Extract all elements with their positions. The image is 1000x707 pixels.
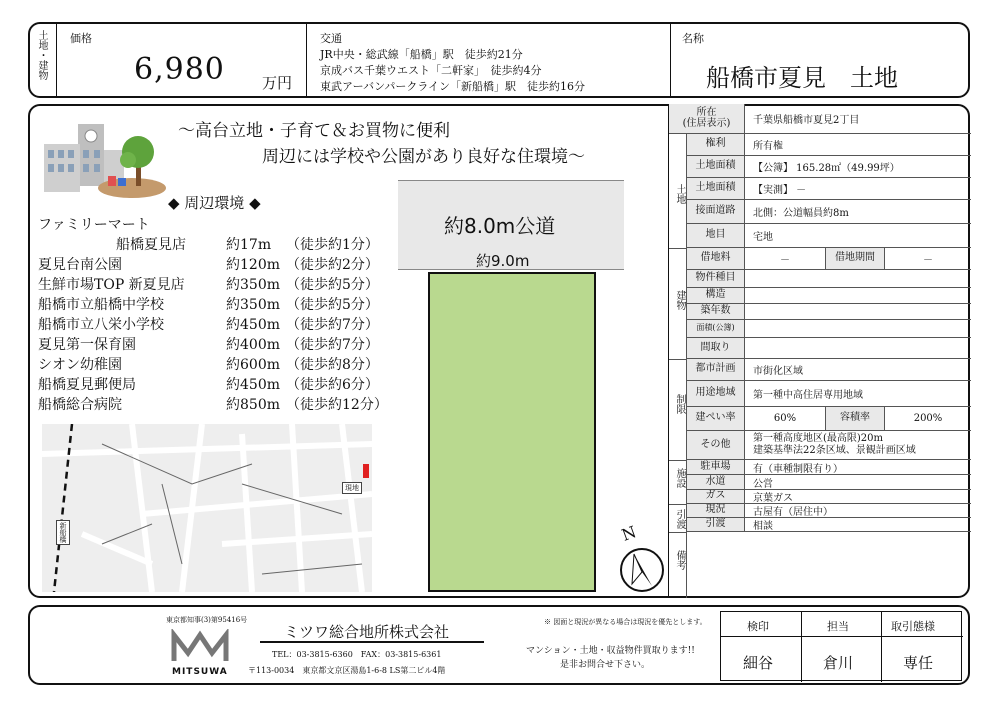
parking-value: 有（車種制限有り）: [753, 463, 843, 475]
stamp-value-check: 細谷: [743, 654, 774, 672]
env-item-1-name: 船橋夏見店: [116, 237, 186, 253]
access-line-3: 東武アーバンパークライン「新船橋」駅 徒歩約16分: [320, 80, 586, 93]
stamp-table: [720, 611, 962, 681]
group-limit-label: 制限: [674, 394, 685, 414]
env-item-3-name: 生鮮市場TOP 新夏見店: [38, 277, 185, 293]
row-area-registered: [687, 156, 971, 178]
disclaimer-note: ※ 図面と現況が異なる場合は現況を優先とします。: [544, 618, 707, 626]
environment-title: ◆ 周辺環境 ◆: [168, 194, 261, 212]
handover-label: 引渡: [687, 518, 745, 531]
env-item-5-dist: 約450m: [226, 317, 280, 333]
rights-label: 権利: [687, 134, 745, 155]
city-plan-value: 市街化区域: [753, 366, 803, 377]
env-item-8-dist: 約450m: [226, 377, 280, 393]
env-item-4-name: 船橋市立船橋中学校: [38, 297, 164, 313]
frontage-label: 約9.0m: [476, 252, 530, 270]
other-label: その他: [687, 431, 745, 459]
area-map-roads: [42, 424, 372, 592]
name-label: 名称: [682, 32, 704, 45]
lease-term-label: 借地期間: [825, 248, 885, 269]
gas-label: ガス: [687, 490, 745, 503]
env-item-2-dist: 約120m: [226, 257, 280, 273]
status-value: 古屋有（居住中）: [753, 507, 833, 518]
env-item-8-walk: （徒歩約6分）: [286, 377, 379, 393]
env-item-2-walk: （徒歩約2分）: [286, 257, 379, 273]
lease-term-value: －: [923, 255, 933, 266]
buying-message-line-2: 是非お問合せ下さい。: [560, 660, 651, 670]
building-layout-label: 間取り: [687, 338, 745, 358]
stamp-label-deal-type: 取引態様: [891, 620, 935, 633]
stamp-value-deal-type: 専任: [903, 654, 934, 672]
company-logo-icon: [170, 629, 230, 665]
row-handover: [687, 518, 971, 532]
coverage-value: 60%: [773, 413, 797, 424]
group-remarks-label: 備考: [674, 550, 685, 570]
env-item-7-name: シオン幼稚園: [38, 357, 122, 373]
building-age-label: 築年数: [687, 304, 745, 319]
row-parking: [687, 460, 971, 475]
row-building-layout: [687, 338, 971, 359]
city-plan-label: 都市計画: [687, 359, 745, 380]
access-line-2: 京成バス千葉ウエスト「二軒家」 徒歩約4分: [320, 64, 542, 77]
license-number: 東京都知事(3)第95416号: [166, 616, 248, 624]
price-value: 6,980: [134, 52, 225, 87]
access-line-1: JR中央・総武線「船橋」駅 徒歩約21分: [320, 48, 523, 61]
row-location: [669, 104, 971, 134]
row-building-type: [687, 270, 971, 288]
company-name: ミツワ総合地所株式会社: [284, 623, 450, 641]
env-item-7-dist: 約600m: [226, 357, 280, 373]
group-handover-label: 引渡: [674, 509, 685, 529]
group-facility-label: 施設: [674, 468, 685, 488]
area-actual-value: 【実測】 －: [753, 185, 807, 196]
area-map: [42, 424, 372, 592]
env-item-5-name: 船橋市立八栄小学校: [38, 317, 164, 333]
lease-fee-label: 借地料: [687, 248, 745, 269]
header-panel: [28, 22, 970, 98]
group-land-label: 土地: [674, 184, 685, 204]
gas-value: 京葉ガス: [753, 493, 793, 504]
price-label: 価格: [70, 32, 92, 45]
env-item-8-name: 船橋夏見郵便局: [38, 377, 136, 393]
property-detail-table: [668, 104, 970, 598]
lease-fee-value: －: [780, 255, 790, 266]
road-label: 接面道路: [687, 200, 745, 223]
road-width-label: 約8.0m公道: [444, 214, 556, 238]
row-building-area: [687, 320, 971, 338]
company-address: 〒113-0034 東京都文京区湯島1-6-8 LS第二ビル4階: [248, 666, 446, 675]
group-building-label: 建物: [674, 290, 685, 310]
area-registered-label: 土地面積: [687, 156, 745, 177]
access-label: 交通: [320, 32, 342, 45]
water-value: 公営: [753, 478, 773, 490]
property-type-label: 土地・建物: [36, 30, 47, 80]
other-value-line-1: 第一種高度地区(最高限)20m: [753, 432, 884, 444]
env-item-1-walk: （徒歩約1分）: [286, 237, 379, 253]
land-category-label: 地目: [687, 224, 745, 247]
env-item-6-walk: （徒歩約7分）: [286, 337, 379, 353]
land-lot: [428, 272, 596, 592]
handover-value: 相談: [753, 521, 773, 532]
env-item-3-dist: 約350m: [226, 277, 280, 293]
price-unit: 万円: [262, 74, 293, 92]
row-coverage: [687, 407, 971, 431]
far-value: 200%: [913, 413, 943, 424]
company-logo-text: MITSUWA: [172, 667, 228, 677]
row-lease: [687, 248, 971, 270]
compass-n-label: N: [619, 522, 639, 545]
zoning-label: 用途地域: [687, 381, 745, 406]
row-zoning: [687, 381, 971, 407]
buying-message-line-1: マンション・土地・収益物件買取ります!!: [526, 646, 695, 656]
building-structure-label: 構造: [687, 288, 745, 303]
env-item-6-dist: 約400m: [226, 337, 280, 353]
row-city-plan: [687, 359, 971, 381]
stamp-label-staff: 担当: [827, 620, 849, 633]
env-item-3-walk: （徒歩約5分）: [286, 277, 379, 293]
row-water: [687, 475, 971, 490]
property-name: 船橋市夏見 土地: [706, 64, 898, 92]
row-area-actual: [687, 178, 971, 200]
road-value: 北側：公道幅員約8m: [753, 208, 849, 219]
row-other-restrictions: [687, 431, 971, 460]
location-value: 千葉県船橋市夏見2丁目: [753, 115, 860, 126]
row-building-age: [687, 304, 971, 320]
stamp-value-staff: 倉川: [823, 654, 854, 672]
map-site-label: 現地: [342, 482, 362, 494]
area-registered-value: 【公簿】 165.28㎡（49.99坪）: [753, 163, 900, 174]
env-item-7-walk: （徒歩約8分）: [286, 357, 379, 373]
area-actual-label: 土地面積: [687, 178, 745, 199]
zoning-value: 第一種中高住居専用地域: [753, 390, 863, 401]
building-area-label: 面積(公簿): [687, 320, 745, 337]
env-item-9-walk: （徒歩約12分）: [286, 397, 388, 413]
parking-label: 駐車場: [687, 460, 745, 474]
coverage-label: 建ぺい率: [687, 407, 745, 430]
row-road: [687, 200, 971, 224]
rights-value: 所有権: [753, 141, 783, 152]
water-label: 水道: [687, 475, 745, 489]
catch-copy-line-1: ～高台立地・子育て＆お買物に便利: [178, 121, 450, 141]
row-land-category: [687, 224, 971, 248]
far-label: 容積率: [825, 407, 885, 430]
other-value-line-2: 建築基準法22条区域、景観計画区域: [753, 445, 916, 456]
row-rights: [687, 134, 971, 156]
env-item-2-name: 夏見台南公園: [38, 257, 122, 273]
building-type-label: 物件種目: [687, 270, 745, 287]
env-item-5-walk: （徒歩約7分）: [286, 317, 379, 333]
env-item-4-dist: 約350m: [226, 297, 280, 313]
school-illustration: [38, 114, 168, 206]
env-item-9-name: 船橋総合病院: [38, 397, 122, 413]
env-item-1-dist: 約17m: [226, 237, 272, 253]
catch-copy-line-2: 周辺には学校や公園があり良好な住環境～: [262, 147, 585, 167]
stamp-label-check: 検印: [747, 620, 769, 633]
row-gas: [687, 490, 971, 504]
env-item-4-walk: （徒歩約5分）: [286, 297, 379, 313]
location-label: 所在 (住居表示): [669, 104, 745, 133]
footer-panel: [28, 605, 970, 685]
row-status: [687, 504, 971, 518]
land-category-value: 宅地: [753, 232, 773, 243]
status-label: 現況: [687, 504, 745, 517]
env-item-0: ファミリーマート: [38, 217, 150, 233]
row-building-structure: [687, 288, 971, 304]
company-tel-fax: TEL：03-3815-6360 FAX：03-3815-6361: [272, 650, 442, 659]
compass-icon: [618, 546, 666, 594]
env-item-9-dist: 約850m: [226, 397, 280, 413]
map-station-label: 新船橋: [56, 520, 70, 545]
env-item-6-name: 夏見第一保育園: [38, 337, 136, 353]
